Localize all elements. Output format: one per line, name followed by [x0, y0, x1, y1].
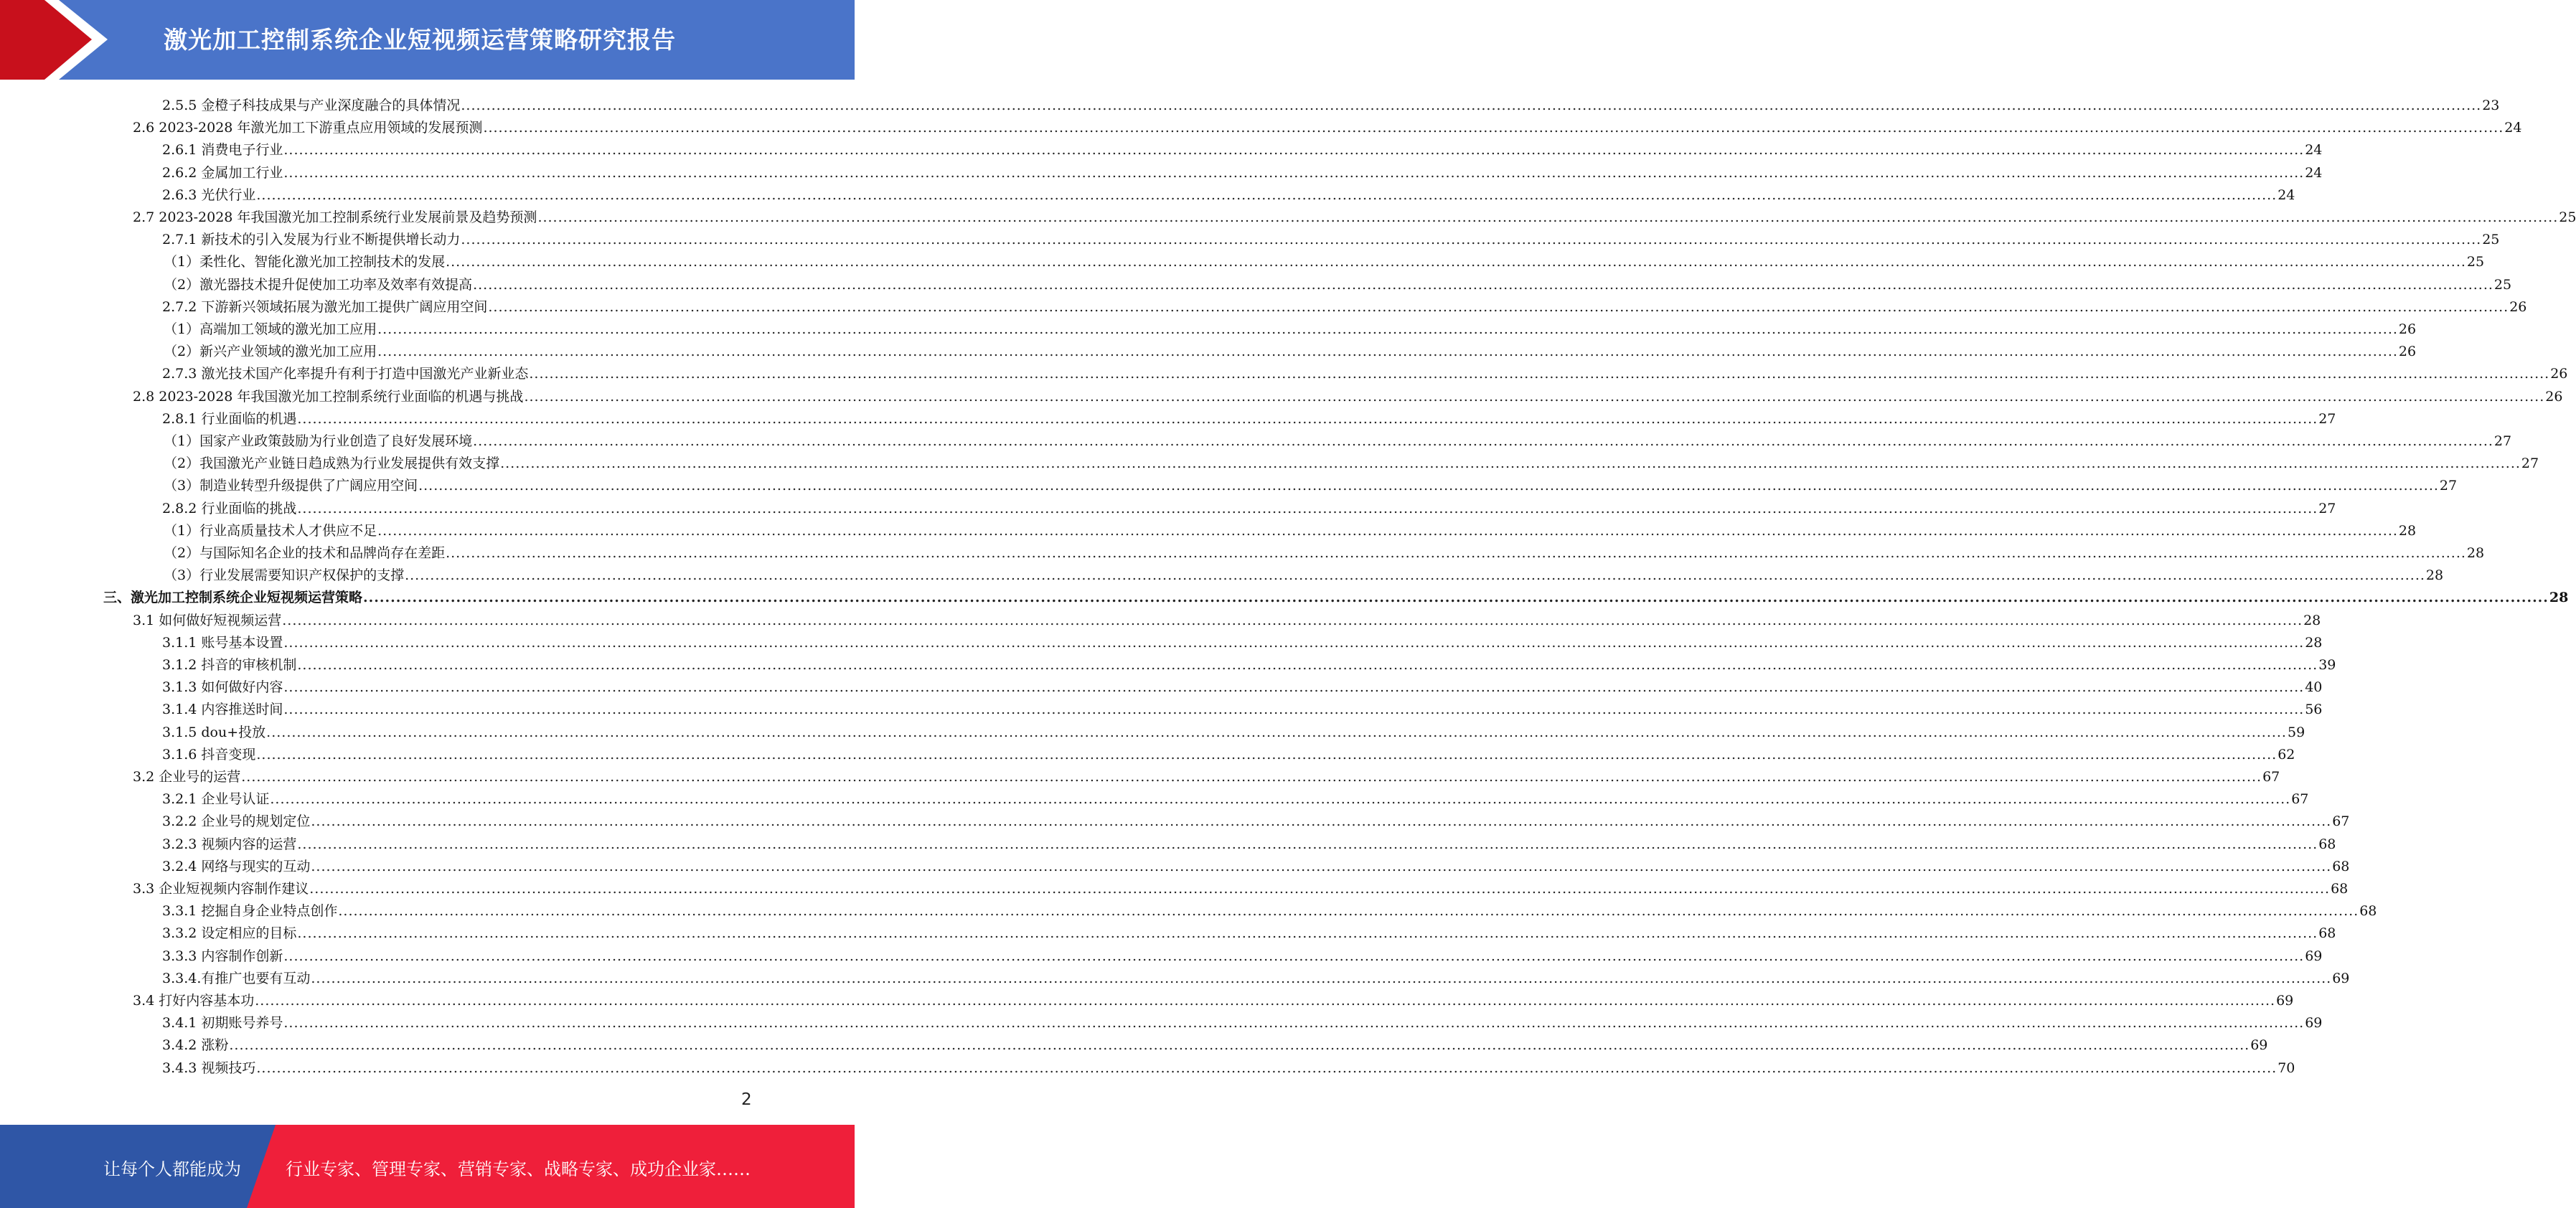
- toc-leader-dots: ................................................................................................................................................................................................................................................................................................................................................................................................................: [283, 679, 2305, 695]
- toc-leader-dots: ................................................................................................................................................................................................................................................................................................................................................................................................................: [283, 702, 2305, 717]
- toc-entry[interactable]: [162, 1054, 2295, 1077]
- toc-entry-title: 3.1.4 内容推送时间: [162, 702, 283, 717]
- toc-entry-title: 3.1.1 账号基本设置: [162, 635, 283, 651]
- toc-entry[interactable]: [164, 472, 2458, 494]
- toc-entry-page: 68: [2359, 903, 2377, 919]
- page-number: 2: [741, 1090, 752, 1109]
- toc-entry-title: 2.8.2 行业面临的挑战: [162, 501, 297, 516]
- toc-entry-page: 24: [2504, 120, 2522, 136]
- toc-entry-title: 3.2.3 视频内容的运营: [162, 836, 297, 852]
- toc-leader-dots: ................................................................................................................................................................................................................................................................................................................................................................................................................: [282, 613, 2303, 628]
- toc-entry[interactable]: [162, 831, 2336, 853]
- toc-leader-dots: ................................................................................................................................................................................................................................................................................................................................................................................................................: [529, 366, 2550, 382]
- toc-entry-title: 三、激光加工控制系统企业短视频运营策略: [103, 590, 363, 605]
- toc-entry-page: 28: [2305, 635, 2323, 651]
- toc-entry[interactable]: [162, 360, 2568, 382]
- toc-entry-page: 40: [2305, 679, 2323, 695]
- toc-leader-dots: ................................................................................................................................................................................................................................................................................................................................................................................................................: [377, 321, 2398, 337]
- toc-leader-dots: ................................................................................................................................................................................................................................................................................................................................................................................................................: [283, 165, 2305, 181]
- toc-leader-dots: ................................................................................................................................................................................................................................................................................................................................................................................................................: [446, 545, 2466, 561]
- toc-entry-page: 67: [2291, 791, 2309, 807]
- toc-entry-title: 3.2 企业号的运营: [133, 769, 241, 785]
- toc-entry-page: 26: [2509, 299, 2527, 315]
- toc-leader-dots: ................................................................................................................................................................................................................................................................................................................................................................................................................: [256, 1060, 2277, 1076]
- toc-entry-title: （1）高端加工领域的激光加工应用: [164, 321, 377, 337]
- toc-entry-title: 2.6.3 光伏行业: [162, 187, 256, 203]
- toc-entry-page: 28: [2398, 523, 2417, 539]
- toc-entry[interactable]: [133, 763, 2280, 785]
- toc-leader-dots: ................................................................................................................................................................................................................................................................................................................................................................................................................: [297, 836, 2318, 852]
- toc-entry[interactable]: [164, 338, 2417, 360]
- toc-entry[interactable]: [162, 405, 2336, 428]
- toc-entry-title: 3.1.6 抖音变现: [162, 747, 256, 763]
- report-footer: [0, 1125, 855, 1208]
- toc-entry[interactable]: [162, 897, 2377, 920]
- toc-entry-page: 69: [2250, 1037, 2268, 1053]
- toc-entry[interactable]: [162, 965, 2350, 987]
- toc-entry-title: 3.1 如何做好短视频运营: [133, 613, 282, 628]
- toc-entry-page: 62: [2277, 747, 2295, 763]
- toc-leader-dots: ................................................................................................................................................................................................................................................................................................................................................................................................................: [537, 209, 2559, 225]
- toc-entry[interactable]: [164, 517, 2417, 539]
- toc-leader-dots: ................................................................................................................................................................................................................................................................................................................................................................................................................: [311, 859, 2332, 874]
- toc-leader-dots: ................................................................................................................................................................................................................................................................................................................................................................................................................: [256, 187, 2277, 203]
- toc-entry[interactable]: [162, 719, 2305, 741]
- toc-leader-dots: ................................................................................................................................................................................................................................................................................................................................................................................................................: [229, 1037, 2250, 1053]
- toc-entry-page: 27: [2318, 411, 2336, 427]
- toc-entry-title: （2）激光器技术提升促使加工功率及效率有效提高: [164, 277, 473, 293]
- toc-leader-dots: ................................................................................................................................................................................................................................................................................................................................................................................................................: [377, 344, 2398, 359]
- toc-entry-title: 3.4.2 涨粉: [162, 1037, 229, 1053]
- toc-leader-dots: ................................................................................................................................................................................................................................................................................................................................................................................................................: [283, 948, 2305, 964]
- toc-entry[interactable]: [133, 204, 2576, 226]
- toc-leader-dots: ................................................................................................................................................................................................................................................................................................................................................................................................................: [270, 791, 2291, 807]
- toc-entry[interactable]: [162, 696, 2323, 718]
- toc-entry-page: 26: [2398, 344, 2417, 359]
- toc-entry-page: 26: [2550, 366, 2568, 382]
- toc-entry-title: 3.2.4 网络与现实的互动: [162, 859, 311, 874]
- toc-entry[interactable]: [162, 651, 2336, 674]
- toc-leader-dots: ................................................................................................................................................................................................................................................................................................................................................................................................................: [446, 254, 2466, 270]
- toc-leader-dots: ................................................................................................................................................................................................................................................................................................................................................................................................................: [311, 971, 2332, 986]
- toc-entry-page: 68: [2318, 836, 2336, 852]
- toc-entry[interactable]: [164, 248, 2485, 270]
- toc-leader-dots: ................................................................................................................................................................................................................................................................................................................................................................................................................: [311, 813, 2332, 829]
- toc-entry-page: 25: [2466, 254, 2485, 270]
- toc-leader-dots: ................................................................................................................................................................................................................................................................................................................................................................................................................: [256, 747, 2277, 763]
- toc-entry-page: 68: [2318, 925, 2336, 941]
- toc-leader-dots: ................................................................................................................................................................................................................................................................................................................................................................................................................: [241, 769, 2262, 785]
- toc-entry-page: 24: [2305, 165, 2323, 181]
- toc-entry-page: 26: [2545, 389, 2563, 405]
- toc-entry-page: 25: [2493, 277, 2512, 293]
- toc-entry-page: 28: [2425, 567, 2444, 583]
- toc-entry[interactable]: [162, 785, 2309, 808]
- toc-entry-title: 3.2.1 企业号认证: [162, 791, 270, 807]
- toc-entry[interactable]: [133, 114, 2522, 136]
- toc-entry[interactable]: [133, 987, 2294, 1009]
- toc-leader-dots: ................................................................................................................................................................................................................................................................................................................................................................................................................: [488, 299, 2509, 315]
- toc-leader-dots: ................................................................................................................................................................................................................................................................................................................................................................................................................: [283, 1015, 2305, 1031]
- toc-entry-title: （2）我国激光产业链日趋成熟为行业发展提供有效支撑: [164, 456, 500, 471]
- toc-entry[interactable]: [164, 450, 2539, 472]
- toc-leader-dots: ................................................................................................................................................................................................................................................................................................................................................................................................................: [283, 635, 2305, 651]
- toc-entry-page: 70: [2277, 1060, 2295, 1076]
- toc-leader-dots: ................................................................................................................................................................................................................................................................................................................................................................................................................: [483, 120, 2504, 136]
- toc-entry-title: 3.3.1 挖掘自身企业特点创作: [162, 903, 338, 919]
- toc-entry[interactable]: [162, 1032, 2268, 1054]
- toc-entry-title: 2.7 2023-2028 年我国激光加工控制系统行业发展前景及趋势预测: [133, 209, 537, 225]
- report-header: [0, 0, 855, 80]
- toc-entry-title: （1）行业高质量技术人才供应不足: [164, 523, 377, 539]
- footer-slogan-left: 让每个人都能成为: [103, 1159, 241, 1179]
- toc-leader-dots: ................................................................................................................................................................................................................................................................................................................................................................................................................: [524, 389, 2545, 405]
- toc-entry[interactable]: [162, 136, 2323, 159]
- toc-leader-dots: ................................................................................................................................................................................................................................................................................................................................................................................................................: [309, 881, 2331, 897]
- toc-entry-title: 3.3.2 设定相应的目标: [162, 925, 297, 941]
- toc-entry-title: 2.6.1 消费电子行业: [162, 142, 283, 158]
- toc-entry-title: 3.4.1 初期账号养号: [162, 1015, 283, 1031]
- toc-entry[interactable]: [133, 383, 2563, 405]
- toc-entry[interactable]: [162, 92, 2500, 114]
- toc-leader-dots: ................................................................................................................................................................................................................................................................................................................................................................................................................: [297, 501, 2318, 516]
- toc-entry-page: 27: [2318, 501, 2336, 516]
- toc-entry[interactable]: [162, 226, 2500, 248]
- toc-entry-page: 25: [2482, 232, 2500, 247]
- toc-entry-page: 24: [2277, 187, 2295, 203]
- toc-entry[interactable]: [162, 853, 2350, 875]
- toc-entry-page: 69: [2305, 1015, 2323, 1031]
- toc-entry-page: 24: [2305, 142, 2323, 158]
- toc-entry[interactable]: [164, 428, 2512, 450]
- toc-entry[interactable]: [162, 808, 2350, 830]
- toc-entry[interactable]: [133, 875, 2349, 897]
- footer-slogan-right: 行业专家、管理专家、营销专家、战略专家、成功企业家……: [286, 1159, 751, 1179]
- toc-entry-title: 2.7.2 下游新兴领域拓展为激光加工提供广阔应用空间: [162, 299, 488, 315]
- toc-entry-title: 3.4 打好内容基本功: [133, 993, 255, 1009]
- toc-entry-page: 26: [2398, 321, 2417, 337]
- toc-entry-page: 56: [2305, 702, 2323, 717]
- toc-entry[interactable]: [164, 271, 2512, 293]
- toc-entry[interactable]: [164, 316, 2417, 338]
- toc-entry-title: 3.4.3 视频技巧: [162, 1060, 256, 1076]
- toc-leader-dots: ................................................................................................................................................................................................................................................................................................................................................................................................................: [338, 903, 2359, 919]
- toc-entry-title: 2.6 2023-2028 年激光加工下游重点应用领域的发展预测: [133, 120, 483, 136]
- toc-leader-dots: ................................................................................................................................................................................................................................................................................................................................................................................................................: [283, 142, 2305, 158]
- toc-entry-title: 2.7.1 新技术的引入发展为行业不断提供增长动力: [162, 232, 461, 247]
- toc-entry-title: （1）国家产业政策鼓励为行业创造了良好发展环境: [164, 433, 473, 449]
- toc-leader-dots: ................................................................................................................................................................................................................................................................................................................................................................................................................: [297, 657, 2318, 673]
- toc-entry-page: 69: [2332, 971, 2350, 986]
- toc-entry-page: 68: [2331, 881, 2349, 897]
- toc-entry-title: 3.3.4.有推广也要有互动: [162, 971, 311, 986]
- toc-entry-title: 2.6.2 金属加工行业: [162, 165, 283, 181]
- toc-entry-title: 2.8.1 行业面临的机遇: [162, 411, 297, 427]
- toc-entry-title: 3.2.2 企业号的规划定位: [162, 813, 311, 829]
- toc-leader-dots: ................................................................................................................................................................................................................................................................................................................................................................................................................: [461, 232, 2482, 247]
- toc-entry[interactable]: [162, 1009, 2323, 1032]
- toc-entry-page: 69: [2305, 948, 2323, 964]
- toc-entry-title: （2）与国际知名企业的技术和品牌尚存在差距: [164, 545, 446, 561]
- toc-entry[interactable]: [162, 920, 2336, 942]
- toc-entry-title: （1）柔性化、智能化激光加工控制技术的发展: [164, 254, 446, 270]
- toc-entry-page: 28: [2303, 613, 2321, 628]
- toc-leader-dots: ................................................................................................................................................................................................................................................................................................................................................................................................................: [297, 925, 2318, 941]
- toc-leader-dots: ................................................................................................................................................................................................................................................................................................................................................................................................................: [363, 590, 2549, 605]
- toc-entry-page: 68: [2332, 859, 2350, 874]
- toc-entry-title: 3.1.2 抖音的审核机制: [162, 657, 297, 673]
- toc-entry[interactable]: [164, 539, 2485, 562]
- toc-leader-dots: ................................................................................................................................................................................................................................................................................................................................................................................................................: [255, 993, 2276, 1009]
- toc-entry-page: 39: [2318, 657, 2336, 673]
- toc-entry[interactable]: [162, 674, 2323, 696]
- toc-entry-page: 27: [2521, 456, 2539, 471]
- toc-entry-title: 3.1.5 dou+投放: [162, 725, 266, 740]
- toc-entry[interactable]: [162, 495, 2336, 517]
- toc-entry-title: 2.5.5 金橙子科技成果与产业深度融合的具体情况: [162, 98, 461, 113]
- toc-entry[interactable]: [162, 159, 2323, 181]
- toc-entry-title: 2.8 2023-2028 年我国激光加工控制系统行业面临的机遇与挑战: [133, 389, 524, 405]
- toc-entry-page: 25: [2559, 209, 2576, 225]
- toc-entry[interactable]: [162, 629, 2323, 651]
- toc-entry-page: 59: [2287, 725, 2305, 740]
- toc-entry[interactable]: [164, 562, 2444, 584]
- toc-leader-dots: ................................................................................................................................................................................................................................................................................................................................................................................................................: [473, 433, 2493, 449]
- toc-entry-title: 3.3.3 内容制作创新: [162, 948, 283, 964]
- toc-entry[interactable]: [162, 293, 2527, 316]
- toc-entry-page: 27: [2439, 478, 2458, 494]
- toc-entry-page: 67: [2262, 769, 2280, 785]
- toc-leader-dots: ................................................................................................................................................................................................................................................................................................................................................................................................................: [405, 567, 2425, 583]
- toc-entry-title: （2）新兴产业领域的激光加工应用: [164, 344, 377, 359]
- toc-leader-dots: ................................................................................................................................................................................................................................................................................................................................................................................................................: [297, 411, 2318, 427]
- toc-entry-title: 3.3 企业短视频内容制作建议: [133, 881, 309, 897]
- toc-entry[interactable]: [162, 943, 2323, 965]
- toc-leader-dots: ................................................................................................................................................................................................................................................................................................................................................................................................................: [500, 456, 2521, 471]
- toc-entry-page: 23: [2482, 98, 2500, 113]
- toc-leader-dots: ................................................................................................................................................................................................................................................................................................................................................................................................................: [461, 98, 2482, 113]
- toc-leader-dots: ................................................................................................................................................................................................................................................................................................................................................................................................................: [266, 725, 2287, 740]
- toc-leader-dots: ................................................................................................................................................................................................................................................................................................................................................................................................................: [377, 523, 2398, 539]
- toc-entry[interactable]: [103, 584, 2569, 606]
- toc-entry-page: 69: [2276, 993, 2294, 1009]
- toc-entry[interactable]: [133, 607, 2321, 629]
- toc-leader-dots: ................................................................................................................................................................................................................................................................................................................................................................................................................: [473, 277, 2493, 293]
- toc-leader-dots: ................................................................................................................................................................................................................................................................................................................................................................................................................: [418, 478, 2439, 494]
- toc-entry-page: 28: [2466, 545, 2485, 561]
- toc-entry-title: （3）制造业转型升级提供了广阔应用空间: [164, 478, 418, 494]
- toc-entry-page: 28: [2549, 590, 2569, 605]
- toc-entry-title: 2.7.3 激光技术国产化率提升有利于打造中国激光产业新业态: [162, 366, 529, 382]
- toc-entry[interactable]: [162, 181, 2295, 204]
- toc-entry-page: 67: [2332, 813, 2350, 829]
- toc-entry-page: 27: [2493, 433, 2512, 449]
- toc-entry[interactable]: [162, 741, 2295, 763]
- report-title: 激光加工控制系统企业短视频运营策略研究报告: [164, 26, 676, 54]
- toc-entry-title: 3.1.3 如何做好内容: [162, 679, 283, 695]
- toc-entry-title: （3）行业发展需要知识产权保护的支撑: [164, 567, 405, 583]
